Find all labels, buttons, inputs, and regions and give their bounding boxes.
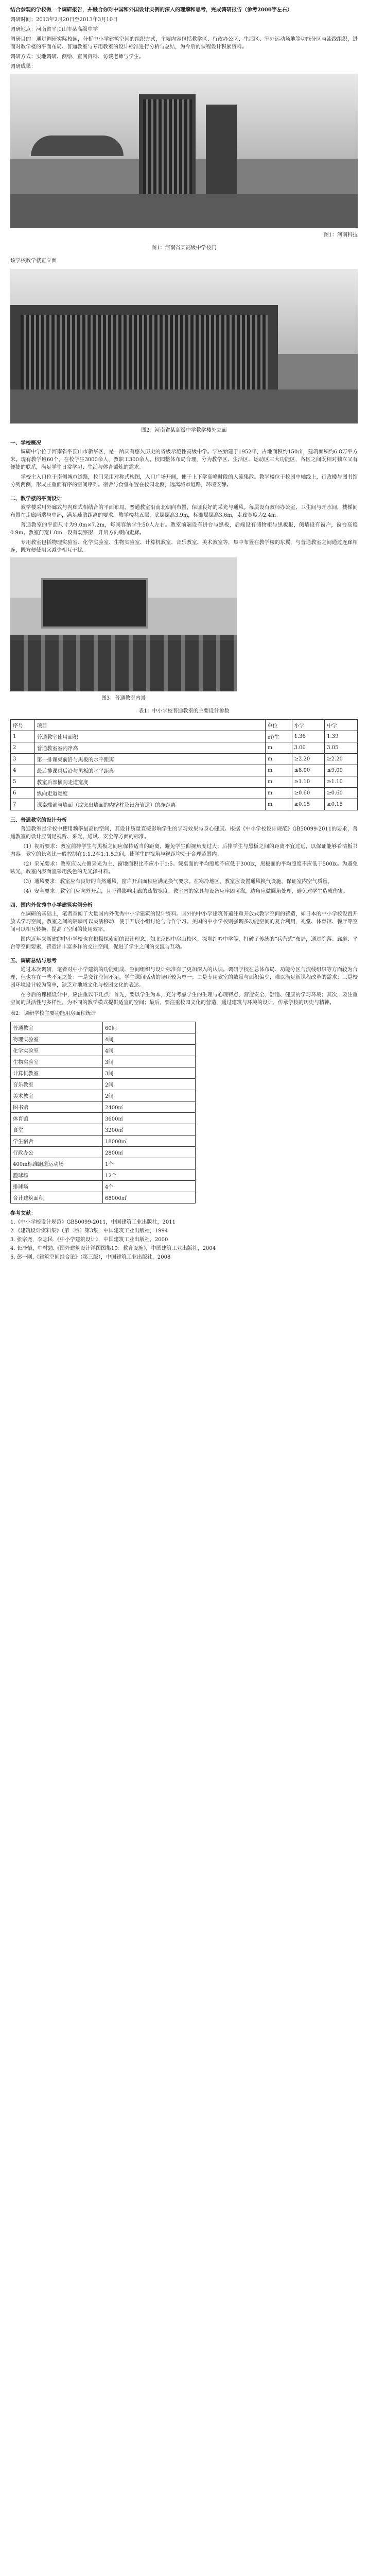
table-cell: 计算机教室	[11, 1067, 103, 1079]
table-header-cell: 项目	[34, 720, 265, 731]
table-header-row	[11, 720, 358, 731]
assignment-intro: 结合参观的学校做一个调研报告，并融合你对中国和外国设计实例的深入的理解和思考，完成调研报告（参考2000字左右）	[10, 7, 292, 13]
teaching-building-photo	[10, 269, 358, 423]
table-cell: 最后排课桌后沿与黑板的水平距离	[34, 765, 265, 776]
section-3-para-1: 普通教室是学校中使用频率最高的空间，其设计质量直接影响学生的学习效果与身心健康。根据《中小学校设计规范》GB50099-2011的要求，普通教室的设计应满足视听、采光、通风、安全等方面的标准。	[10, 826, 358, 840]
table-cell: ≤9.00	[325, 765, 358, 776]
table-cell: 3间	[103, 1056, 196, 1067]
table-cell: 1.39	[325, 731, 358, 742]
table-row	[11, 1022, 196, 1033]
table-cell: 3.05	[325, 742, 358, 754]
section-4-para-2: 国内近年来新建的中小学校也在积极探索新的设计理念，如北京四中房山校区、深圳红岭中学等，打破了传统的“兵营式”布局，通过院落、廊道、平台等空间要素，营造出丰富多样的交往空间，促进了学生之间的交流与互动。	[10, 937, 358, 950]
reference-item: 5. 彭一刚.《建筑空间组合论》（第三版），中国建筑工业出版社，2008	[10, 1255, 171, 1260]
table-cell: 4个	[103, 1181, 196, 1192]
table-1-caption: 表1：中小学校普通教室的主要设计参数	[138, 708, 230, 714]
section-5-title: 五、调研总结与思考	[10, 958, 57, 964]
table-cell: 2400㎡	[103, 1101, 196, 1113]
table-cell: 3200㎡	[103, 1124, 196, 1136]
figure-3-caption: 图3：普通教室内景	[101, 696, 146, 701]
table-cell: ≥1.10	[292, 776, 325, 788]
table-cell: 68000㎡	[103, 1192, 196, 1204]
table-cell: m	[265, 754, 292, 765]
table-cell: 图书馆	[11, 1101, 103, 1113]
table-cell: m	[265, 742, 292, 754]
table-row	[11, 799, 358, 810]
table-cell: 4	[11, 765, 35, 776]
table-row	[11, 742, 358, 754]
references	[10, 1209, 358, 1261]
table-cell: 3	[11, 754, 35, 765]
table-cell: ≥0.15	[325, 799, 358, 810]
table-cell: 音乐教室	[11, 1079, 103, 1090]
room-area-table	[10, 1022, 196, 1204]
design-parameter-table	[10, 719, 358, 810]
table-cell: m	[265, 776, 292, 788]
table-row	[11, 1033, 196, 1045]
table-row	[11, 1045, 196, 1056]
section-5-para-2: 在今后的课程设计中，应注重以下几点：首先，要以学生为本，充分考虑学生的生理与心理特点，营造安全、舒适、健康的学习环境；其次，要注重空间的灵活性与多样性，为不同的教学模式提供适宜的空间；最后，要注重校园文化的营造，通过建筑与环境的设计，传承学校的历史与精神。	[10, 992, 358, 1006]
survey-place: 调研地点：河南省平顶山市某高级中学	[10, 27, 98, 32]
table-row	[11, 776, 358, 788]
table-cell: ≤8.00	[292, 765, 325, 776]
table-cell: 2	[11, 742, 35, 754]
table-cell: 食堂	[11, 1124, 103, 1136]
references-title: 参考文献：	[10, 1211, 36, 1216]
reference-item: 2.《建筑设计资料集》（第二版）第3集，中国建筑工业出版社，1994	[10, 1228, 168, 1234]
table-cell: 教室后部横向走道宽度	[34, 776, 265, 788]
section-2-para-1: 教学楼采用外廊式与内廊式相结合的平面布局，普通教室沿南北朝向布置，保证良好的采光与通风。每层设有教师办公室、卫生间与开水间，楼梯间布置在走廊两端与中部，满足疏散距离的要求。教学楼共五层，底层层高3.9m，标准层层高3.6m，走廊宽度为2.4m。	[10, 505, 358, 518]
table-cell: m	[265, 799, 292, 810]
table-cell: 第一排课桌前沿与黑板的水平距离	[34, 754, 265, 765]
section-2-para-3: 专用教室包括物理实验室、化学实验室、生物实验室、计算机教室、音乐教室、美术教室等，集中布置在教学楼的东翼，与普通教室之间通过连廊相连，既方便使用又减少相互干扰。	[10, 540, 358, 553]
table-row	[11, 1136, 196, 1147]
table-row	[11, 1079, 196, 1090]
table-row	[11, 1113, 196, 1124]
figure-1-side-caption: 图1：河南科技	[323, 232, 358, 238]
survey-result: 调研成果：	[10, 64, 36, 70]
table-row	[11, 1192, 196, 1204]
section-2-title: 二、教学楼的平面设计	[10, 496, 62, 502]
survey-date: 调研时间：2013年2月20日至2013年3月10日	[10, 17, 118, 23]
table-header-cell: 序号	[11, 720, 35, 731]
section-3-para-3: （2）采光要求：教室应以左侧采光为主，窗地面积比不应小于1:5。课桌面的平均照度不应低于300lx，黑板面的平均照度不应低于500lx。为避免眩光，教室内表面宜采用浅色的无光泽材料。	[10, 861, 358, 875]
table-header-cell: 单位	[265, 720, 292, 731]
survey-method: 调研方式：实地调研、测绘、查阅资料、访谈老师与学生。	[10, 54, 144, 60]
table-cell: ㎡/生	[265, 731, 292, 742]
reference-item: 3. 张宗尧，李志民.《中小学建筑设计》，中国建筑工业出版社，2000	[10, 1237, 168, 1243]
section-3-para-5: （4）安全要求：教室门应向外开启，且不得影响走廊的疏散宽度。教室内的家具与设备应牢固可靠，边角应做圆角处理，避免对学生造成伤害。	[21, 889, 348, 894]
table-row	[11, 1056, 196, 1067]
reference-item: 4. 长泽悟，中村勉.《国外建筑设计详图图集10：教育设施》，中国建筑工业出版社，2004	[10, 1246, 216, 1251]
table-cell: 2800㎡	[103, 1147, 196, 1158]
table-cell: 7	[11, 799, 35, 810]
reference-item: 1.《中小学校设计规范》GB50099-2011，中国建筑工业出版社，2011	[10, 1219, 176, 1225]
table-cell: 60间	[103, 1022, 196, 1033]
table-cell: ≥2.20	[325, 754, 358, 765]
section-1-para-2: 学校主入口位于南侧城市道路，校门采用对称式构图，入口广场开阔，便于上下学高峰时段的人流集散。教学楼位于校园中轴线上，行政楼与图书馆分列两侧，形成庄重而有序的空间序列。宿舍与食堂布置在校园北侧，远离城市道路，环境安静。	[10, 474, 358, 488]
section-4-para-1: 在调研的基础上，笔者查阅了大量国内外优秀中小学建筑的设计资料。国外的中小学建筑普遍注重开放式教学空间的营造，如日本的中小学校设置开放式学习空间，教室之间的隔墙可以灵活移动，便于开展小组讨论与合作学习。美国的中小学校则强调多功能空间的复合利用，礼堂、体育馆、餐厅等空间可以相互转换，提高了空间的使用效率。	[10, 911, 358, 933]
table-row	[11, 1090, 196, 1101]
table-cell: 课桌端部与墙面（或突出墙面的内壁柱及设备管道）的净距离	[34, 799, 265, 810]
table-cell: ≥0.15	[292, 799, 325, 810]
table-header-cell: 小学	[292, 720, 325, 731]
table-cell: 1个	[103, 1158, 196, 1170]
table-cell: 5	[11, 776, 35, 788]
figure-2-label: 该学校教学楼正立面	[10, 258, 57, 264]
classroom-photo	[10, 557, 237, 691]
table-cell: 美术教室	[11, 1090, 103, 1101]
table-row	[11, 765, 358, 776]
table-cell: 4间	[103, 1033, 196, 1045]
section-4-title: 四、国内外优秀中小学建筑实例分析	[10, 903, 93, 908]
table-cell: 行政办公	[11, 1147, 103, 1158]
table-cell: ≥0.60	[325, 788, 358, 799]
table-cell: 生物实验室	[11, 1056, 103, 1067]
table-cell: 3间	[103, 1067, 196, 1079]
table-cell: 篮球场	[11, 1170, 103, 1181]
section-3-title: 三、普通教室的设计分析	[10, 818, 67, 823]
table-cell: ≥1.10	[325, 776, 358, 788]
figure-1-caption: 图1：河南省某高级中学校门	[151, 245, 217, 251]
table-cell: 体育馆	[11, 1113, 103, 1124]
section-1-para-1: 调研中学位于河南省平顶山市新华区，是一所具有悠久历史的省级示范性高级中学。学校始建于1952年，占地面积约150亩，建筑面积约6.8万平方米。现有教学班60个，在校学生3000余人，教职工300余人。校园整体布局合理，分为教学区、生活区、运动区三大功能区，各区之间既相对独立又有便捷的联系，满足学生日常学习、生活与体育锻炼的需求。	[10, 449, 358, 470]
table-cell: 3600㎡	[103, 1113, 196, 1124]
table-cell: 400m标准跑道运动场	[11, 1158, 103, 1170]
table-cell: 1.36	[292, 731, 325, 742]
table-cell: 合计建筑面积	[11, 1192, 103, 1204]
table-row	[11, 1158, 196, 1170]
table-cell: 2间	[103, 1079, 196, 1090]
table-cell: ≥2.20	[292, 754, 325, 765]
table-cell: 排球场	[11, 1181, 103, 1192]
table-row	[11, 754, 358, 765]
school-gate-photo	[10, 74, 358, 228]
table-cell: ≥0.60	[292, 788, 325, 799]
table-row	[11, 1170, 196, 1181]
table-row	[11, 731, 358, 742]
figure-2-caption: 图2：河南省某高级中学教学楼外立面	[141, 428, 227, 433]
table-cell: 化学实验室	[11, 1045, 103, 1056]
section-3-para-4: （3）通风要求：教室应有良好的自然通风，窗户开启面积应满足换气要求。在寒冷地区，教室应设置通风换气设施，保证室内空气质量。	[21, 879, 333, 885]
table-cell: m	[265, 788, 292, 799]
report-page	[10, 0, 358, 1283]
table-cell: 4间	[103, 1045, 196, 1056]
table-row	[11, 1124, 196, 1136]
section-3-para-2: （1）视听要求：教室前排学生与黑板之间应保持适当的距离，避免学生仰视角度过大；后排学生与黑板之间的距离不宜过远，以保证能够看清板书内容。教室的长宽比一般控制在1:1.2至1:1.5之间，使学生的视角与视距均处于合理范围内。	[10, 844, 358, 857]
section-2-para-2: 普通教室的平面尺寸为9.0m×7.2m，每间容纳学生50人左右。教室前端设有讲台与黑板，后端设有储物柜与黑板报，侧墙设有窗户，窗台高度0.9m。教室门宽1.0m，设有观察窗，开启方向朝向走廊。	[10, 522, 358, 536]
table-cell: 物理实验室	[11, 1033, 103, 1045]
table-cell: 普通教室使用面积	[34, 731, 265, 742]
section-5-para-1: 通过本次调研，笔者对中小学建筑的功能组成、空间组织与设计标准有了更加深入的认识。调研学校在总体布局、功能分区与流线组织等方面较为合理，但也存在一些不足之处：一是交往空间不足，学生课间活动的场所较为单一；二是专用教室的数量与面积偏少，难以满足新课程改革的需求；三是校园环境设计较为简单，缺乏对地域文化与校园文化的表达。	[10, 967, 358, 988]
table-cell: 1	[11, 731, 35, 742]
section-1-title: 一、学校概况	[10, 440, 41, 446]
table-cell: m	[265, 765, 292, 776]
table-cell: 学生宿舍	[11, 1136, 103, 1147]
survey-purpose: 调研目的：通过调研实际校园，分析中小学建筑空间的组织方式，主要内容包括教学区、行政办公区、生活区、室外运动场地等功能分区与流线组织，进而对教学楼的平面布局、普通教室与专用教室的设计标准进行分析与总结，为今后的课程设计积累资料。	[10, 37, 358, 50]
table-cell: 18000㎡	[103, 1136, 196, 1147]
table-cell: 12个	[103, 1170, 196, 1181]
table-cell: 纵向走道宽度	[34, 788, 265, 799]
table-cell: 普通教室室内净高	[34, 742, 265, 754]
table-cell: 3.00	[292, 742, 325, 754]
table-2-caption: 表2：调研学校主要功能用房面积统计	[10, 1011, 96, 1016]
table-cell: 普通教室	[11, 1022, 103, 1033]
table-row	[11, 788, 358, 799]
table-header-cell: 中学	[325, 720, 358, 731]
table-cell: 6	[11, 788, 35, 799]
table-cell: 2间	[103, 1090, 196, 1101]
table-row	[11, 1147, 196, 1158]
table-row	[11, 1067, 196, 1079]
table-row	[11, 1181, 196, 1192]
table-row	[11, 1101, 196, 1113]
